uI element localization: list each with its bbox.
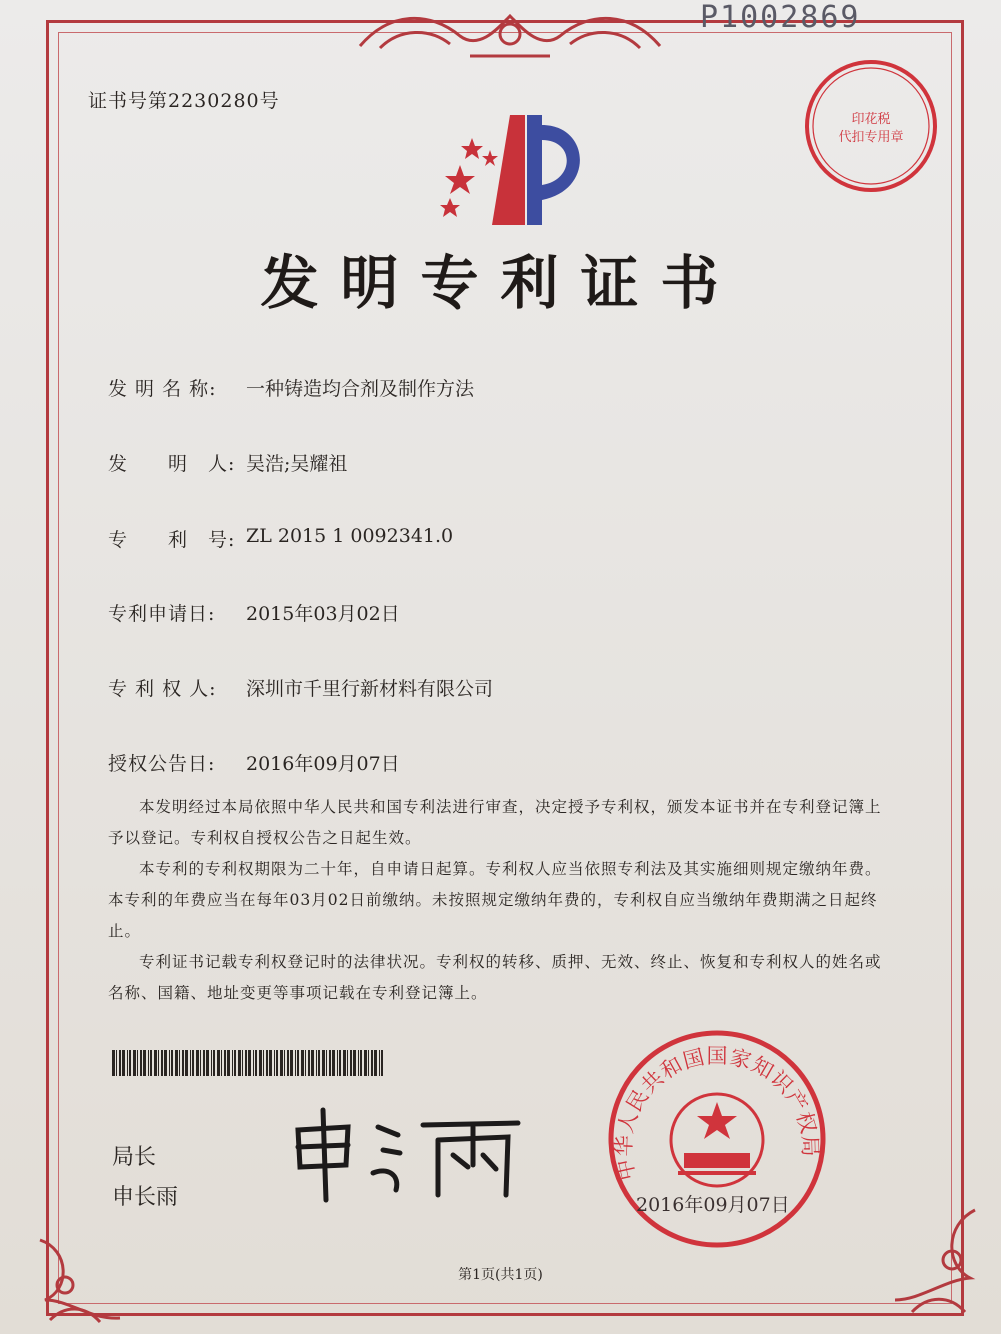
patent-office-emblem — [430, 110, 600, 230]
page-number: 第1页(共1页) — [458, 1267, 543, 1283]
barcode-bar — [192, 1050, 194, 1076]
barcode-bar — [242, 1050, 243, 1076]
handwritten-note: P1002869 — [700, 0, 861, 35]
barcode-bar — [127, 1050, 128, 1076]
barcode-bar — [217, 1050, 220, 1076]
barcode-bar — [164, 1050, 167, 1076]
svg-text:代扣专用章: 代扣专用章 — [838, 130, 904, 145]
seal-text: 中华人民共和国国家知识产权局 — [611, 1044, 823, 1183]
field-grant-date — [108, 749, 400, 776]
barcode-bar — [301, 1050, 304, 1076]
barcode-bar — [280, 1050, 283, 1076]
barcode-bar — [253, 1050, 254, 1076]
barcode-bar — [179, 1050, 180, 1076]
field-value: ZL 2015 1 0092341.0 — [246, 525, 454, 547]
barcode-bar — [203, 1050, 205, 1076]
barcode-bar — [112, 1050, 115, 1076]
field-value: 2016年09月07日 — [246, 753, 400, 775]
barcode-bar — [308, 1050, 310, 1076]
barcode-bar — [119, 1050, 121, 1076]
barcode-bar — [245, 1050, 247, 1076]
field-invention-name — [108, 374, 474, 401]
barcode-bar — [295, 1050, 296, 1076]
director-title: 局长 — [112, 1145, 157, 1170]
barcode-bar — [350, 1050, 352, 1076]
barcode-bar — [234, 1050, 236, 1076]
field-label: 专利申请日: — [108, 603, 216, 625]
barcode-bar — [318, 1050, 320, 1076]
field-inventor — [108, 449, 347, 476]
barcode-bar — [274, 1050, 275, 1076]
barcode-bar — [169, 1050, 170, 1076]
barcode-bar — [154, 1050, 157, 1076]
barcode-bar — [158, 1050, 159, 1076]
field-label: 发 明 名 称: — [108, 378, 217, 400]
barcode-bar — [263, 1050, 264, 1076]
top-ornament — [350, 6, 670, 64]
barcode-bar — [221, 1050, 222, 1076]
barcode-bar — [381, 1050, 383, 1076]
tax-stamp-seal — [802, 57, 940, 195]
field-label: 发 明 人: — [108, 453, 236, 475]
barcode-bar — [116, 1050, 117, 1076]
body-paragraph: 本发明经过本局依照中华人民共和国专利法进行审查，决定授予专利权，颁发本证书并在专利登记簿上予以登记。专利权自授权公告之日起生效。 — [108, 798, 882, 847]
barcode-bar — [206, 1050, 209, 1076]
barcode-bar — [133, 1050, 136, 1076]
field-application-date — [108, 599, 400, 626]
barcode-bar — [232, 1050, 233, 1076]
barcode-bar — [297, 1050, 299, 1076]
barcode-bar — [287, 1050, 289, 1076]
barcode-bar — [211, 1050, 212, 1076]
barcode-bar — [343, 1050, 346, 1076]
field-label: 专 利 号: — [108, 529, 236, 551]
barcode-bar — [185, 1050, 188, 1076]
barcode-bar — [227, 1050, 230, 1076]
barcode-bar — [371, 1050, 373, 1076]
barcode-bar — [322, 1050, 325, 1076]
barcode-bar — [311, 1050, 314, 1076]
barcode-bar — [332, 1050, 335, 1076]
svg-text:印花税: 印花税 — [851, 112, 891, 127]
barcode-bar — [316, 1050, 317, 1076]
barcode-bar — [161, 1050, 163, 1076]
barcode-bar — [213, 1050, 215, 1076]
barcode-bar — [276, 1050, 278, 1076]
barcode-bar — [238, 1050, 241, 1076]
certificate-number: 证书号第2230280号 — [88, 90, 280, 112]
barcode-bar — [368, 1050, 369, 1076]
barcode-bar — [150, 1050, 152, 1076]
barcode-bar — [190, 1050, 191, 1076]
barcode-bar — [148, 1050, 149, 1076]
barcode-bar — [182, 1050, 184, 1076]
barcode-bar — [143, 1050, 146, 1076]
barcode-bar — [305, 1050, 306, 1076]
barcode-bar — [329, 1050, 331, 1076]
barcode-bar — [339, 1050, 341, 1076]
director-name: 申长雨 — [112, 1185, 179, 1210]
barcode-bar — [358, 1050, 359, 1076]
field-value: 一种铸造均合剂及制作方法 — [246, 378, 475, 400]
barcode-bar — [259, 1050, 262, 1076]
barcode-bar — [200, 1050, 201, 1076]
barcode-bar — [140, 1050, 142, 1076]
barcode-bar — [337, 1050, 338, 1076]
barcode-bar — [269, 1050, 272, 1076]
bottom-right-ornament — [880, 1200, 990, 1320]
barcode-bar — [347, 1050, 348, 1076]
barcode-bar — [360, 1050, 362, 1076]
page-title: 发明专利证书 — [260, 249, 741, 317]
director-signature — [288, 1105, 528, 1205]
barcode-bar — [137, 1050, 138, 1076]
issue-date: 2016年09月07日 — [636, 1194, 790, 1216]
barcode-bar — [248, 1050, 251, 1076]
barcode-bar — [175, 1050, 178, 1076]
field-label: 授权公告日: — [108, 753, 216, 775]
body-paragraph: 专利证书记载专利权登记时的法律状况。专利权的转移、质押、无效、终止、恢复和专利权人的姓名或名称、国籍、地址变更等事项记载在专利登记簿上。 — [108, 953, 882, 1002]
barcode-bar — [364, 1050, 367, 1076]
barcode-bar — [122, 1050, 125, 1076]
barcode-bar — [374, 1050, 377, 1076]
barcode-bar — [290, 1050, 293, 1076]
barcode-bar — [171, 1050, 173, 1076]
barcode-bar — [266, 1050, 268, 1076]
barcode-bar — [255, 1050, 257, 1076]
barcode-bar — [326, 1050, 327, 1076]
barcode — [112, 1050, 386, 1076]
field-patentee — [108, 674, 493, 701]
field-value: 2015年03月02日 — [246, 603, 400, 625]
field-patent-number — [108, 525, 453, 552]
field-label: 专 利 权 人: — [108, 678, 217, 700]
barcode-bar — [284, 1050, 285, 1076]
barcode-bar — [379, 1050, 380, 1076]
body-paragraph: 本专利的专利权期限为二十年，自申请日起算。专利权人应当依照专利法及其实施细则规定缴纳年费。本专利的年费应当在每年03月02日前缴纳。未按照规定缴纳年费的，专利权自应当缴纳年费期满之日起终止。 — [108, 860, 882, 940]
barcode-bar — [196, 1050, 199, 1076]
barcode-bar — [129, 1050, 131, 1076]
barcode-bar — [353, 1050, 356, 1076]
barcode-bar — [224, 1050, 226, 1076]
field-value: 深圳市千里行新材料有限公司 — [246, 678, 494, 700]
field-value: 吴浩;吴耀祖 — [246, 453, 348, 475]
